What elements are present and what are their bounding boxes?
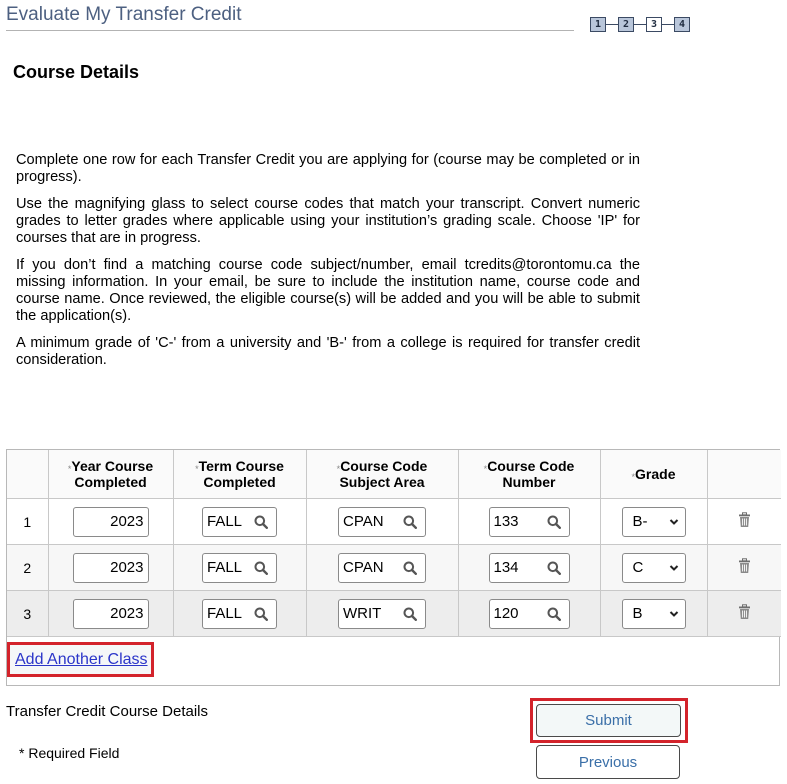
course-grid <box>6 449 780 686</box>
magnifying-glass-icon[interactable] <box>403 515 417 529</box>
instruction-paragraph: A minimum grade of 'C-' from a university and 'B-' from a college is required for transfer credit consideration. <box>16 335 640 368</box>
step-3-current: 3 <box>646 17 662 32</box>
grade-select[interactable]: C <box>622 553 686 583</box>
term-input[interactable]: FALL <box>202 507 277 537</box>
magnifying-glass-icon[interactable] <box>254 561 268 575</box>
magnifying-glass-icon[interactable] <box>254 515 268 529</box>
trash-icon[interactable] <box>738 512 751 528</box>
step-1: 1 <box>590 17 606 32</box>
magnifying-glass-icon[interactable] <box>547 561 561 575</box>
required-marker: * <box>67 464 72 474</box>
step-indicator <box>590 17 690 32</box>
row-number: 3 <box>7 591 48 637</box>
table-row <box>7 545 781 591</box>
subject-input[interactable]: WRIT <box>338 599 426 629</box>
row-number: 1 <box>7 499 48 545</box>
table-row <box>7 591 781 637</box>
trash-icon[interactable] <box>738 604 751 620</box>
add-row-area <box>7 637 779 685</box>
section-title: Course Details <box>13 62 140 82</box>
previous-button[interactable]: Previous <box>536 745 680 779</box>
grid-header-row <box>7 450 781 499</box>
title-divider <box>6 30 574 31</box>
instruction-paragraph: If you don’t find a matching course code subject/number, email tcredits@torontomu.ca the missing information. In your email, be sure to include the institution name, course code and course name. Once reviewed, the eligible course(s) will be added and you will be able to submit the application(s). <box>16 257 640 324</box>
step-connector <box>606 24 618 25</box>
course-number-input[interactable]: 134 <box>489 553 570 583</box>
step-2: 2 <box>618 17 634 32</box>
submit-button[interactable]: Submit <box>536 704 681 737</box>
term-input[interactable]: FALL <box>202 599 277 629</box>
step-connector <box>634 24 646 25</box>
row-number: 2 <box>7 545 48 591</box>
table-row <box>7 499 781 545</box>
magnifying-glass-icon[interactable] <box>403 607 417 621</box>
year-input[interactable]: 2023 <box>73 599 149 629</box>
year-input[interactable]: 2023 <box>73 507 149 537</box>
magnifying-glass-icon[interactable] <box>547 607 561 621</box>
chevron-down-icon <box>669 518 679 526</box>
col-header-actions <box>707 450 781 499</box>
required-marker: * <box>195 464 199 474</box>
required-marker: * <box>483 464 488 474</box>
col-header-subject: *Course Code Subject Area <box>306 450 458 499</box>
term-input[interactable]: FALL <box>202 553 277 583</box>
trash-icon[interactable] <box>738 558 751 574</box>
subject-input[interactable]: CPAN <box>338 553 426 583</box>
subject-input[interactable]: CPAN <box>338 507 426 537</box>
course-number-input[interactable]: 120 <box>489 599 570 629</box>
course-number-input[interactable]: 133 <box>489 507 570 537</box>
col-header-year: *Year Course Completed <box>48 450 173 499</box>
year-input[interactable]: 2023 <box>73 553 149 583</box>
footer-label: Transfer Credit Course Details <box>6 703 209 720</box>
magnifying-glass-icon[interactable] <box>403 561 417 575</box>
page-title: Evaluate My Transfer Credit <box>6 4 242 25</box>
col-header-row-number <box>7 450 48 499</box>
instructions <box>16 152 640 379</box>
col-header-number: *Course Code Number <box>458 450 600 499</box>
chevron-down-icon <box>669 610 679 618</box>
required-field-note: * Required Field <box>19 745 120 761</box>
step-connector <box>662 24 674 25</box>
grade-select[interactable]: B <box>622 599 686 629</box>
required-marker: * <box>631 472 636 482</box>
required-marker: * <box>336 464 341 474</box>
magnifying-glass-icon[interactable] <box>254 607 268 621</box>
add-another-class-link[interactable]: Add Another Class <box>7 642 154 677</box>
instruction-paragraph: Complete one row for each Transfer Credit you are applying for (course may be completed or in progress). <box>16 152 640 185</box>
chevron-down-icon <box>669 564 679 572</box>
step-4: 4 <box>674 17 690 32</box>
grade-select[interactable]: B- <box>622 507 686 537</box>
magnifying-glass-icon[interactable] <box>547 515 561 529</box>
col-header-grade: *Grade <box>600 450 707 499</box>
instruction-paragraph: Use the magnifying glass to select course codes that match your transcript. Convert numeric grades to letter grades where applicable using your institution’s grading scale. Choose 'IP' for courses that are in progress. <box>16 196 640 246</box>
col-header-term: *Term Course Completed <box>173 450 306 499</box>
